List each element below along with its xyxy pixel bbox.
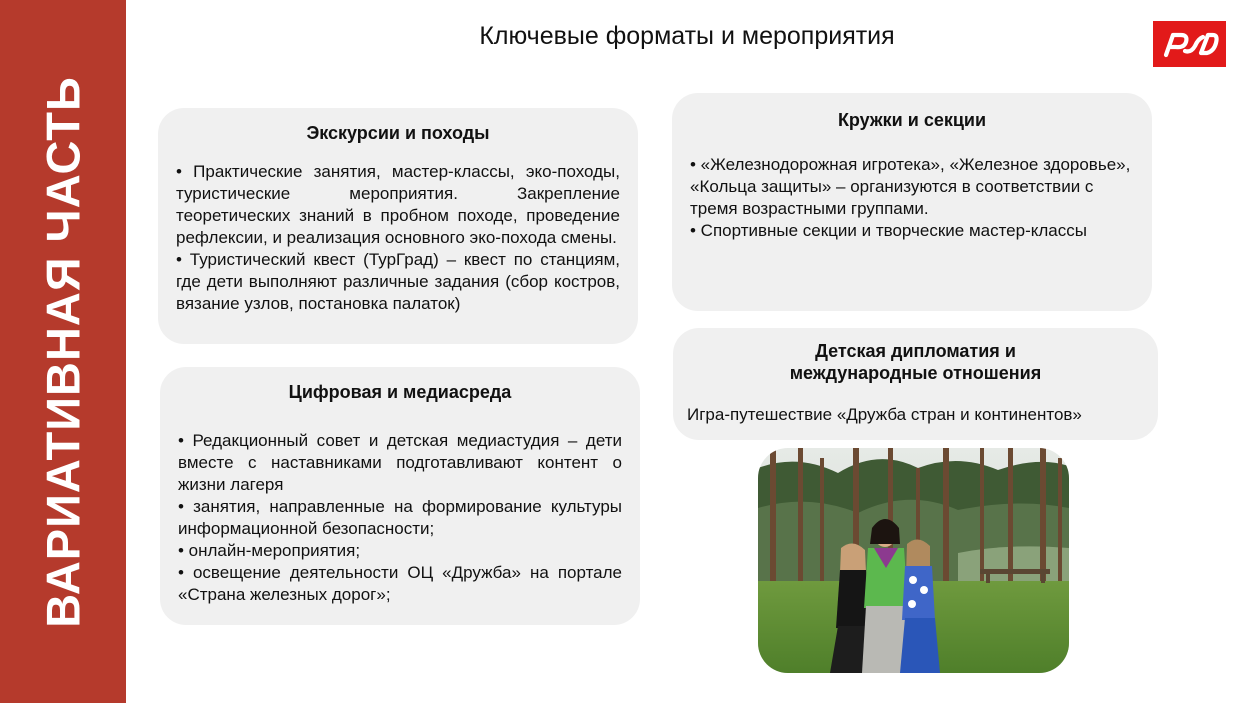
children-in-forest-photo xyxy=(758,448,1069,673)
card-diplomacy-title-line2: международные отношения xyxy=(789,363,1042,383)
card-diplomacy-title-line1: Детская дипломатия и xyxy=(815,341,1016,361)
list-item: • онлайн-мероприятия; xyxy=(178,541,361,560)
card-clubs xyxy=(672,93,1152,311)
card-clubs-title: Кружки и секции xyxy=(837,110,987,130)
card-media xyxy=(160,367,640,625)
card-media-title: Цифровая и медиасреда xyxy=(288,382,512,402)
card-diplomacy xyxy=(673,328,1158,440)
sidebar-label: ВАРИАТИВНАЯ ЧАСТЬ xyxy=(36,76,90,628)
card-diplomacy-body xyxy=(687,404,1144,426)
list-item: • Спортивные секции и творческие мастер-классы xyxy=(690,221,1087,240)
list-item: • «Железнодорожная игротека», «Железное здоровье», «Кольца защиты» – организуются в соответствии с тремя возрастными группами. xyxy=(690,155,1131,218)
card-diplomacy-text: Игра-путешествие «Дружба стран и континентов» xyxy=(687,405,1082,424)
card-clubs-body xyxy=(690,154,1134,242)
card-excursions-body xyxy=(176,161,620,315)
page-title: Ключевые форматы и мероприятия xyxy=(479,22,895,50)
list-item: • занятия, направленные на формирование культуры информационной безопасности; xyxy=(178,497,622,538)
list-item: • Практические занятия, мастер-классы, эко-походы, туристические мероприятия. Закрепление теоретических знаний в пробном походе, проведение рефлексии, и реализация основного эко-похода смены. xyxy=(176,162,620,247)
list-item: • освещение деятельности ОЦ «Дружба» на портале «Страна железных дорог»; xyxy=(178,563,622,604)
card-excursions-title: Экскурсии и походы xyxy=(306,123,490,143)
list-item: • Редакционный совет и детская медиастудия – дети вместе с наставниками подготавливают контент о жизни лагеря xyxy=(178,431,622,494)
sidebar xyxy=(0,0,126,703)
card-diplomacy-title xyxy=(687,340,1144,384)
list-item: • Туристический квест (ТурГрад) – квест по станциям, где дети выполняют различные задания (сбор костров, вязание узлов, постановка палаток) xyxy=(176,250,620,313)
card-excursions xyxy=(158,108,638,344)
card-media-body xyxy=(178,430,622,606)
rzd-logo-icon xyxy=(1153,21,1226,67)
